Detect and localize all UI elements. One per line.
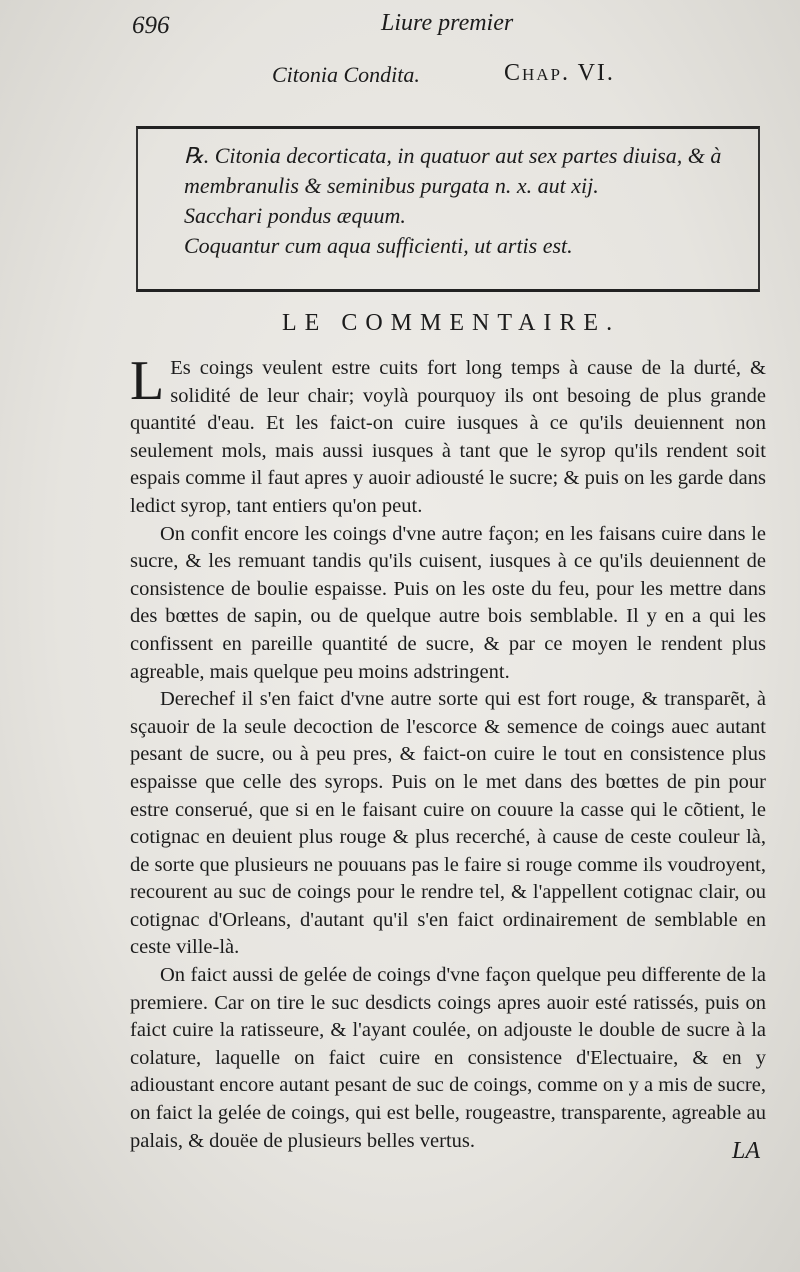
recipe-box (136, 126, 760, 292)
page-number: 696 (132, 12, 170, 39)
paragraph: Derechef il s'en faict d'vne autre sorte qui est fort rouge, & transparẽt, à sçauoir de la seule decoction de l'escorce & semence de coings auec autant pesant de sucre, ou à peu pres, & faict-on cuire le tout en consistence plus espaisse que celle des syrops. Puis on le met dans des bœttes de pin pour estre conserué, que si en le faisant cuire on couure la casse qui le cõtient, le cotignac en deuient plus rouge & plus recerché, à cause de ceste couleur là, de sorte que plusieurs ne pouuans pas le faire si rouge comme ils voudroyent, recourent au suc de coings pour le rendre tel, & l'appellent cotignac clair, ou cotignac d'Orleans, d'autant qu'il s'en faict ordinairement de semblable en ceste ville-là. (130, 688, 766, 959)
running-head: Liure premier (381, 10, 514, 36)
recipe-line: membranulis & seminibus purgata n. x. aut xij. (184, 173, 599, 198)
recipe-line: Coquantur cum aqua sufficienti, ut artis est. (184, 233, 573, 258)
catchword: LA (731, 1138, 760, 1164)
page-header (0, 4, 800, 38)
paragraph: On faict aussi de gelée de coings d'vne façon quelque peu differente de la premiere. Car on tire le suc desdicts coings apres auoir esté ratissés, puis on faict cuire la ratisseure, & l'ayant coulée, on adjouste le double de sucre à la colature, laquelle on faict cuire en consistence d'Electuaire, & en y adioustant encore autant pesant de suc de coings, comme on y a mis de sucre, on faict la gelée de coings, qui est belle, rougeastre, transparente, agreable au palais, & douëe de plusieurs belles vertus. (130, 964, 766, 1152)
recipe-line: ℞. Citonia decorticata, in quatuor aut sex partes diuisa, & à (184, 143, 722, 168)
chapter-label: Chap. VI. (504, 60, 615, 86)
commentary-body (130, 350, 766, 1155)
paragraph (130, 350, 766, 521)
recipe-title: Citonia Condita. (272, 62, 420, 87)
commentary-heading: LE COMMENTAIRE. (282, 310, 621, 336)
drop-cap: L (130, 350, 165, 412)
recipe-line: Sacchari pondus æquum. (184, 203, 406, 228)
paragraph: On confit encore les coings d'vne autre façon; en les faisans cuire dans le sucre, & les remuant tandis qu'ils cuisent, iusques à ce qu'ils deuiennent de consistence de boulie espaisse. Puis on les oste du feu, pour les mettre dans des bœttes de sapin, ou de quelque autre bois semblable. Il y en a qui les confissent en pareille quantité de sucre, & par ce moyen le rendent plus agreable, mais quelque peu moins adstringent. (130, 522, 766, 683)
recipe-text (184, 141, 754, 261)
paragraph-text: Es coings veulent estre cuits fort long temps à cause de la durté, & solidité de leur chair; voylà pourquoy ils ont besoing de plus grande quantité d'eau. Et les faict-on cuire iusques à ce qu'ils deuiennent non seulement mols, mais aussi iusques à tant que le syrop qu'ils rendent soit espais comme il faut apres y auoir adiousté le sucre; & puis on les garde dans ledict syrop, tant entiers qu'on peut. (130, 357, 766, 517)
